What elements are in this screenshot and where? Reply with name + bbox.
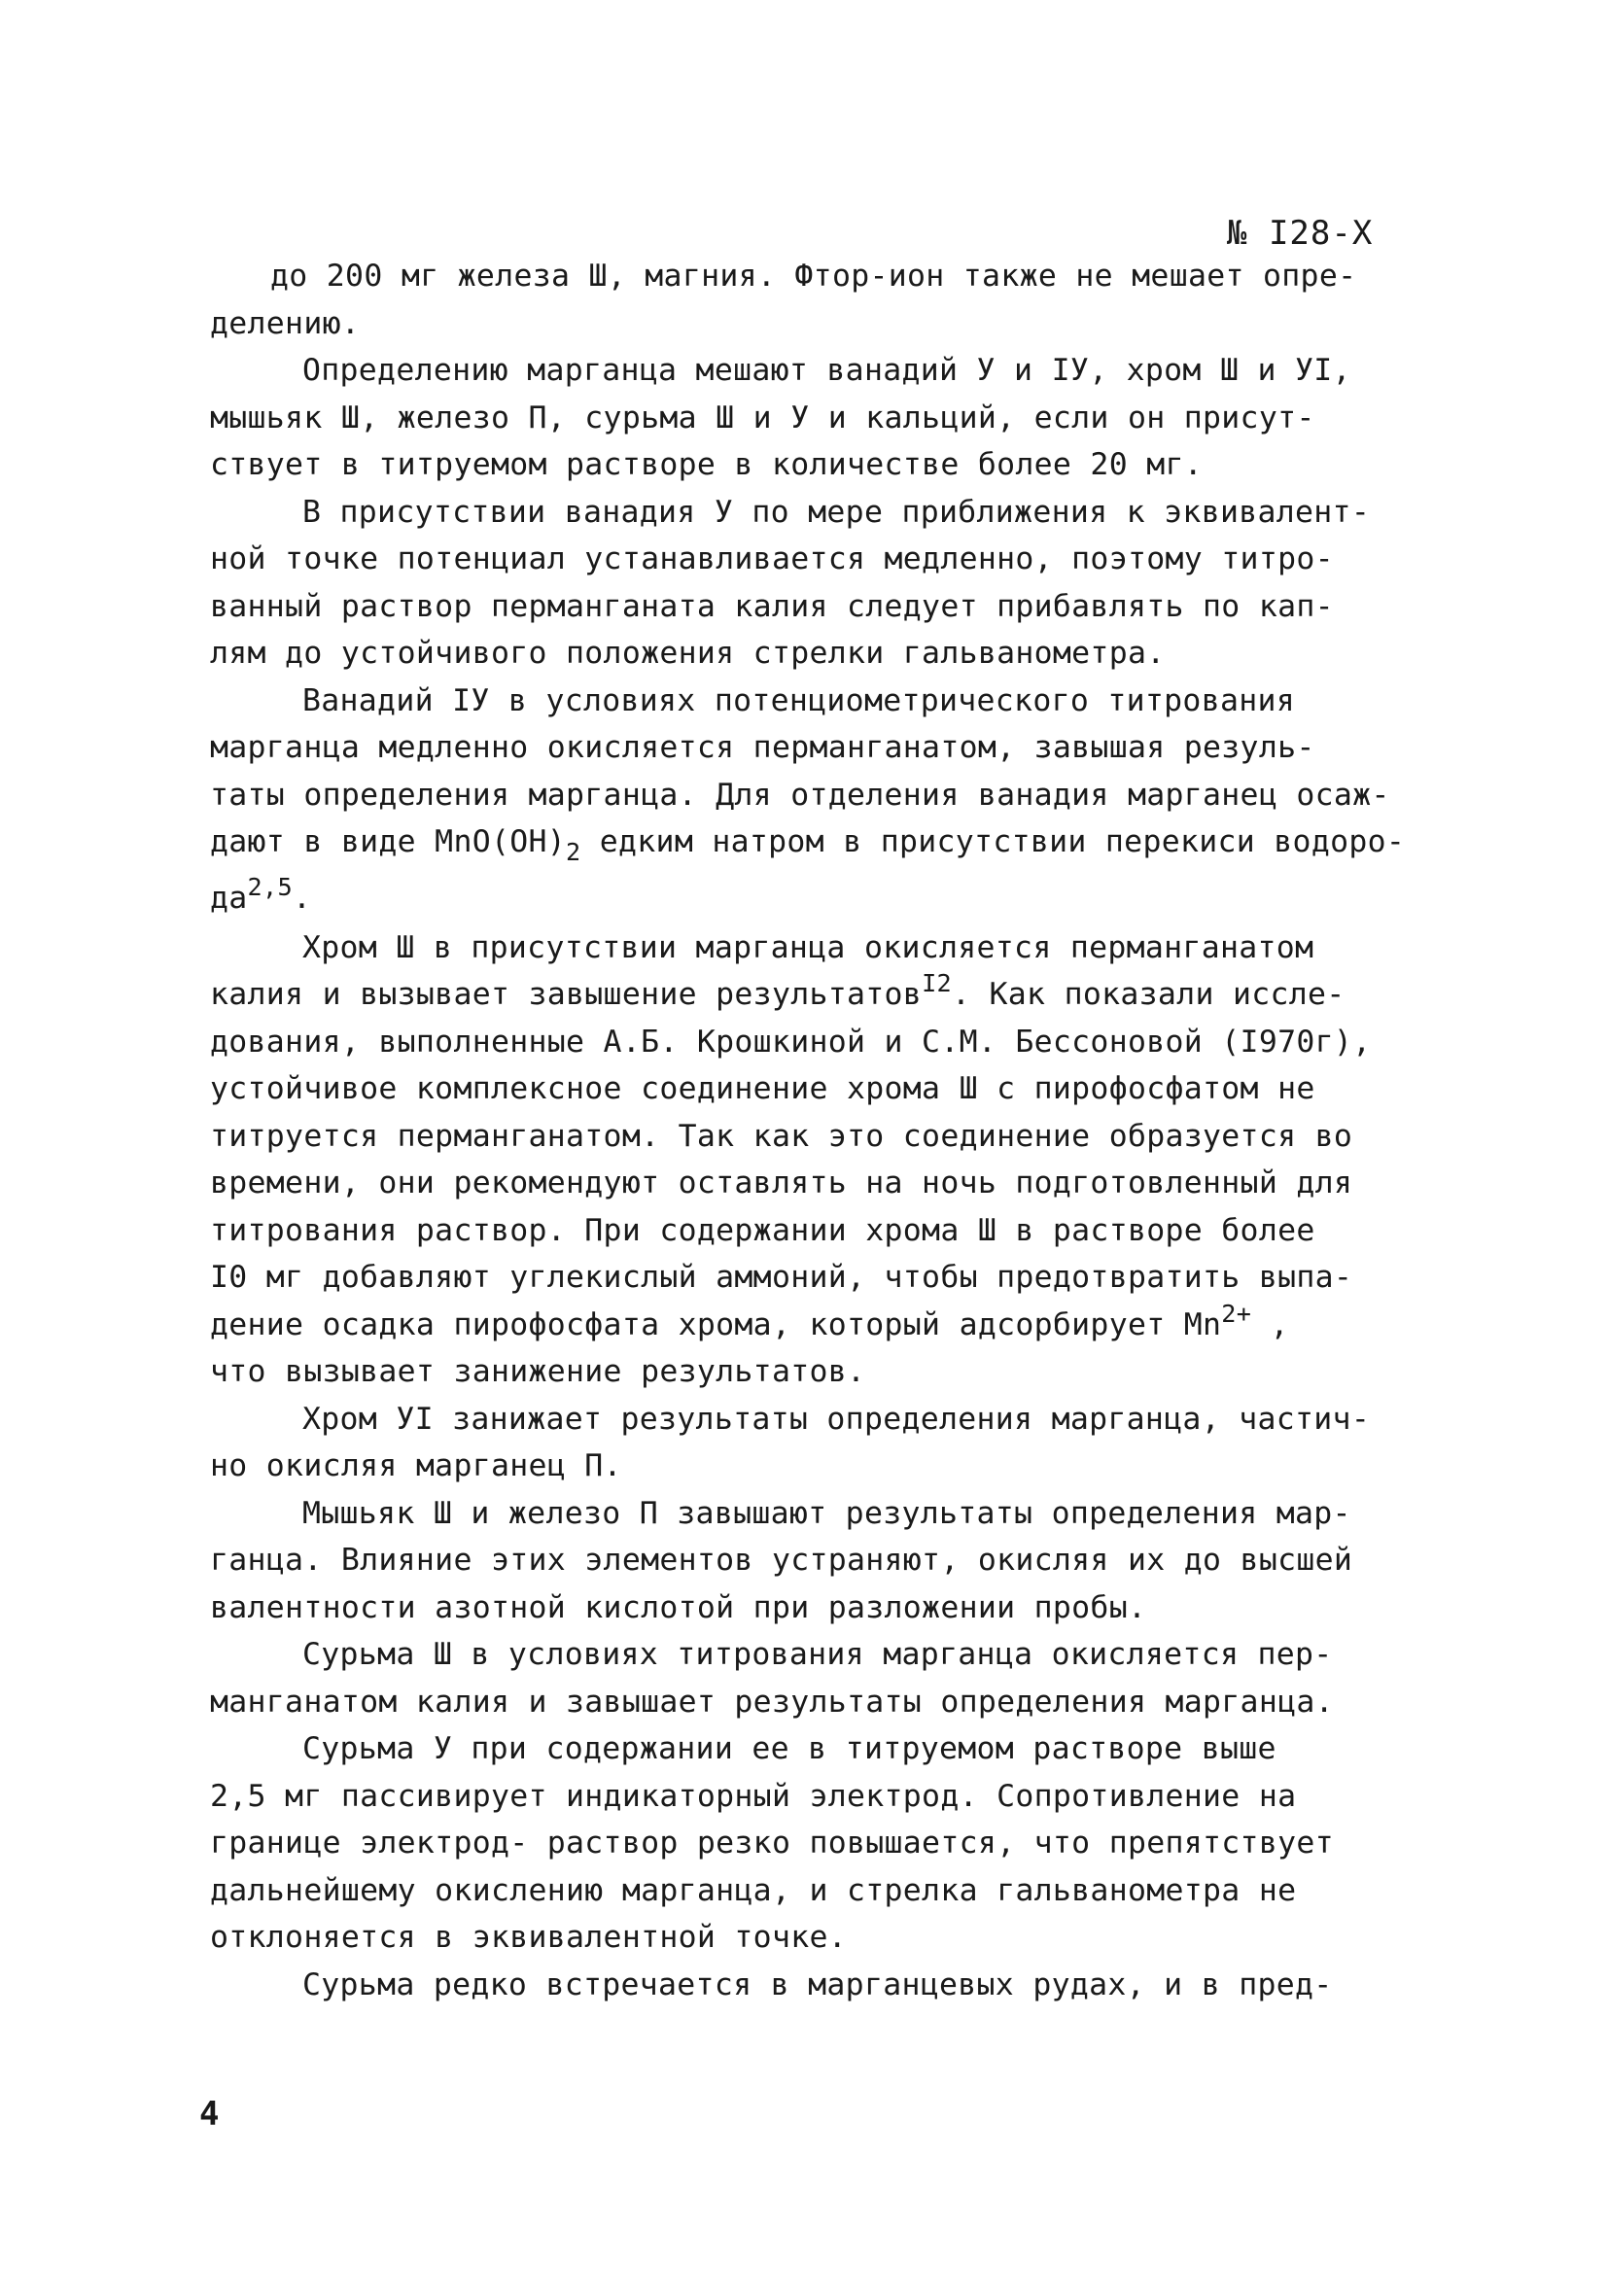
text-line <box>210 1299 1416 1349</box>
text-line: валентности азотной кислотой при разложении пробы. <box>210 1589 1147 1625</box>
text-line: отклоняется в эквивалентной точке. <box>210 1920 847 1955</box>
text-line: титрования раствор. При содержании хрома Ш в растворе более <box>210 1212 1315 1248</box>
text-line: но окисляя марганец П. <box>210 1448 622 1483</box>
text-line: до 200 мг железа Ш, магния. Фтор-ион также не мешает опре- <box>270 259 1357 294</box>
text-line: что вызывает занижение результатов. <box>210 1354 866 1389</box>
paragraph-start-line: Определению марганца мешают ванадий У и IУ, хром Ш и УI, <box>302 353 1351 388</box>
text-body <box>210 253 1416 2008</box>
paragraph-start-line: Сурьма редко встречается в марганцевых рудах, и в пред- <box>302 1966 1333 2002</box>
page-number: 4 <box>199 2095 220 2134</box>
text-line: границе электрод- раствор резко повышается, что препятствует <box>210 1826 1334 1861</box>
document-number: № I28-Х <box>1227 214 1374 253</box>
text-line: I0 мг добавляют углекислый аммоний, чтобы предотвратить выпа- <box>210 1260 1353 1295</box>
text-fragment: да <box>210 880 248 916</box>
text-line: мышьяк Ш, железо П, сурьма Ш и У и кальций, если он присут- <box>210 400 1315 435</box>
text-fragment: , <box>1251 1306 1289 1342</box>
citation-superscript: I2 <box>922 969 952 998</box>
text-line: манганатом калия и завышает результаты определения марганца. <box>210 1684 1334 1720</box>
text-line: титруется перманганатом. Так как это соединение образуется во <box>210 1118 1353 1154</box>
text-line: дальнейшему окислению марганца, и стрелка гальванометра не <box>210 1872 1297 1908</box>
text-fragment: дение осадка пирофосфата хрома, который адсорбирует Mn <box>210 1306 1222 1342</box>
paragraph-start-line: Ванадий IУ в условиях потенциометрического титрования <box>302 682 1296 718</box>
paragraph-start-line: Мышьяк Ш и железо П завышают результаты определения мар- <box>302 1495 1351 1531</box>
text-line <box>210 866 1416 924</box>
text-fragment: калия и вызывает завышение результатов <box>210 977 923 1012</box>
text-fragment: дают в виде MnO(OH) <box>210 824 567 859</box>
paragraph-start-line: Сурьма У при содержании ее в титруемом растворе выше <box>302 1731 1276 1766</box>
text-fragment: . Как показали иссле- <box>952 977 1346 1012</box>
text-line: ствует в титруемом растворе в количестве более 20 мг. <box>210 447 1204 482</box>
text-line: дования, выполненные А.Б. Крошкиной и С.М. Бессоновой (I970г), <box>210 1024 1372 1060</box>
paragraph-start-line: Сурьма Ш в условиях титрования марганца окисляется пер- <box>302 1637 1333 1672</box>
text-line: таты определения марганца. Для отделения ванадия марганец осаж- <box>210 777 1390 813</box>
text-line: устойчивое комплексное соединение хрома Ш с пирофосфатом не <box>210 1071 1315 1106</box>
text-line: ной точке потенциал устанавливается медленно, поэтому титро- <box>210 541 1334 576</box>
text-fragment: едким натром в присутствии перекиси водоро- <box>580 824 1406 859</box>
paragraph-start-line: В присутствии ванадия У по мере приближения к эквивалент- <box>302 494 1371 530</box>
paragraph-start-line: Хром Ш в присутствии марганца окисляется перманганатом <box>302 929 1314 965</box>
text-line <box>210 971 1416 1019</box>
charge-superscript: 2+ <box>1221 1299 1252 1328</box>
text-line: ганца. Влияние этих элементов устраняют, окисляя их до высшей <box>210 1543 1353 1578</box>
citation-superscript: 2,5 <box>247 872 293 901</box>
text-line: ванный раствор перманганата калия следует прибавлять по кап- <box>210 588 1334 624</box>
paragraph-start-line: Хром УI занижает результаты определения марганца, частич- <box>302 1401 1371 1437</box>
text-line: времени, они рекомендуют оставлять на ночь подготовленный для <box>210 1165 1353 1200</box>
text-line <box>210 818 1416 866</box>
text-line: лям до устойчивого положения стрелки гальванометра. <box>210 636 1166 671</box>
subscript: 2 <box>566 837 581 866</box>
text-line: 2,5 мг пассивирует индикаторный электрод. Сопротивление на <box>210 1778 1297 1814</box>
text-line: делению. <box>210 305 361 341</box>
text-fragment: . <box>292 880 312 916</box>
text-line: марганца медленно окисляется перманганатом, завышая резуль- <box>210 730 1315 765</box>
